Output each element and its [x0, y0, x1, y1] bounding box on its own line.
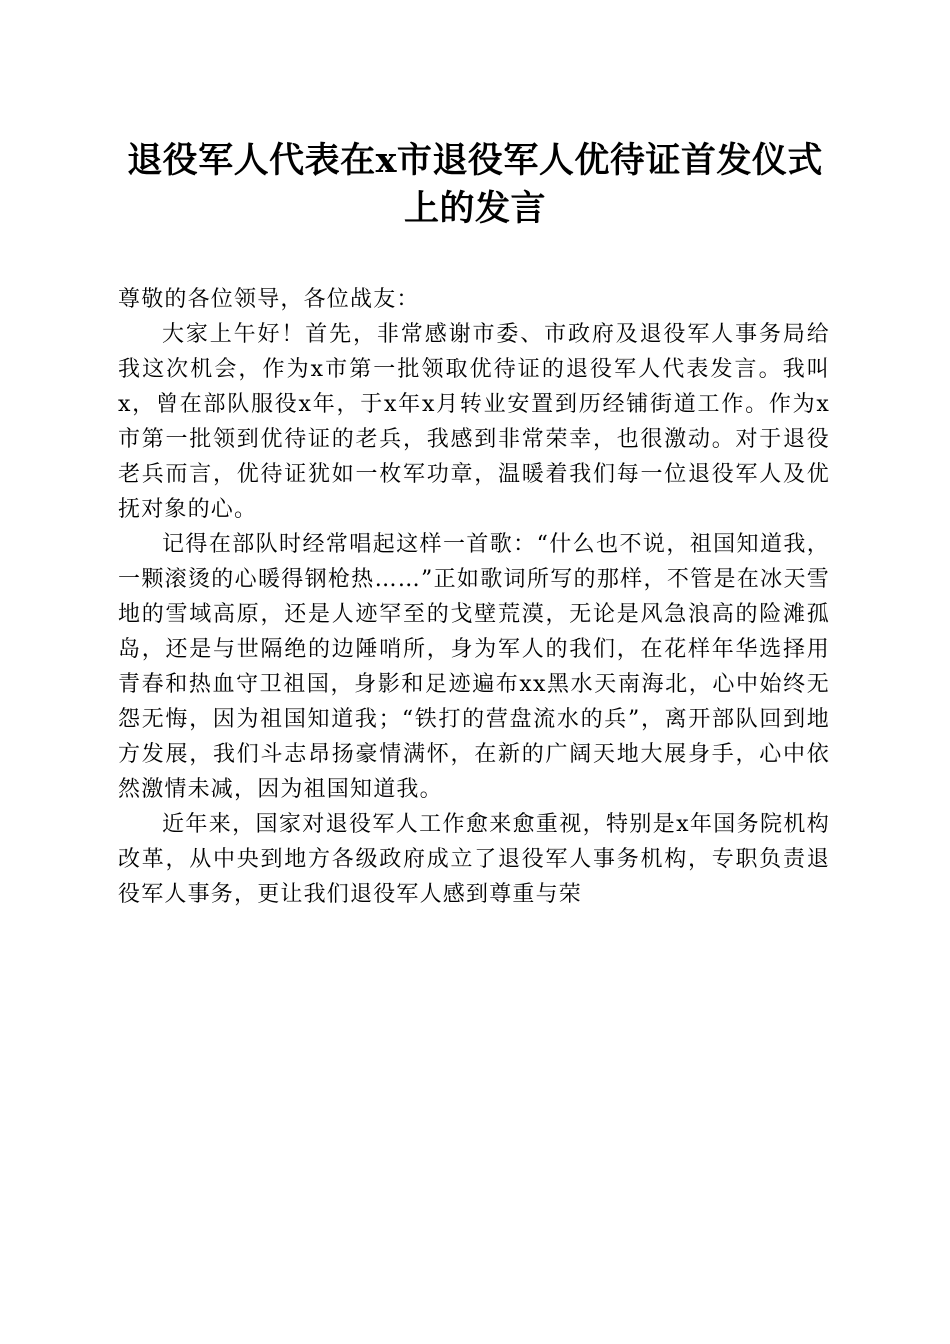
paragraph-3: 近年来，国家对退役军人工作愈来愈重视，特别是x年国务院机构改革，从中央到地方各级政府成立了退役军人事务机构，专职负责退役军人事务，更让我们退役军人感到尊重与荣 — [118, 812, 830, 907]
title-line-2: 上的发言 — [403, 188, 546, 229]
salutation: 尊敬的各位领导，各位战友： — [118, 287, 420, 312]
paragraph-1: 大家上午好！首先，非常感谢市委、市政府及退役军人事务局给我这次机会，作为x市第一批领取优待证的退役军人代表发言。我叫x，曾在部队服役x年，于x年x月转业安置到历经铺街道工作。作为x市第一批领到优待证的老兵，我感到非常荣幸，也很激动。对于退役老兵而言，优待证犹如一枚军功章，温暖着我们每一位退役军人及优抚对象的心。 — [118, 322, 830, 522]
document-body — [118, 282, 830, 912]
title-line-1: 退役军人代表在x市退役军人优待证首发仪式 — [127, 140, 823, 181]
document-title — [100, 137, 850, 233]
paragraph-2: 记得在部队时经常唱起这样一首歌：“什么也不说，祖国知道我，一颗滚烫的心暖得钢枪热……”正如歌词所写的那样，不管是在冰天雪地的雪域高原，还是人迹罕至的戈壁荒漠，无论是风急浪高的险滩孤岛，还是与世隔绝的边陲哨所，身为军人的我们，在花样年华选择用青春和热血守卫祖国，身影和足迹遍布xx黑水天南海北，心中始终无怨无悔，因为祖国知道我；“铁打的营盘流水的兵”，离开部队回到地方发展，我们斗志昂扬豪情满怀，在新的广阔天地大展身手，心中依然激情未减，因为祖国知道我。 — [118, 532, 830, 802]
